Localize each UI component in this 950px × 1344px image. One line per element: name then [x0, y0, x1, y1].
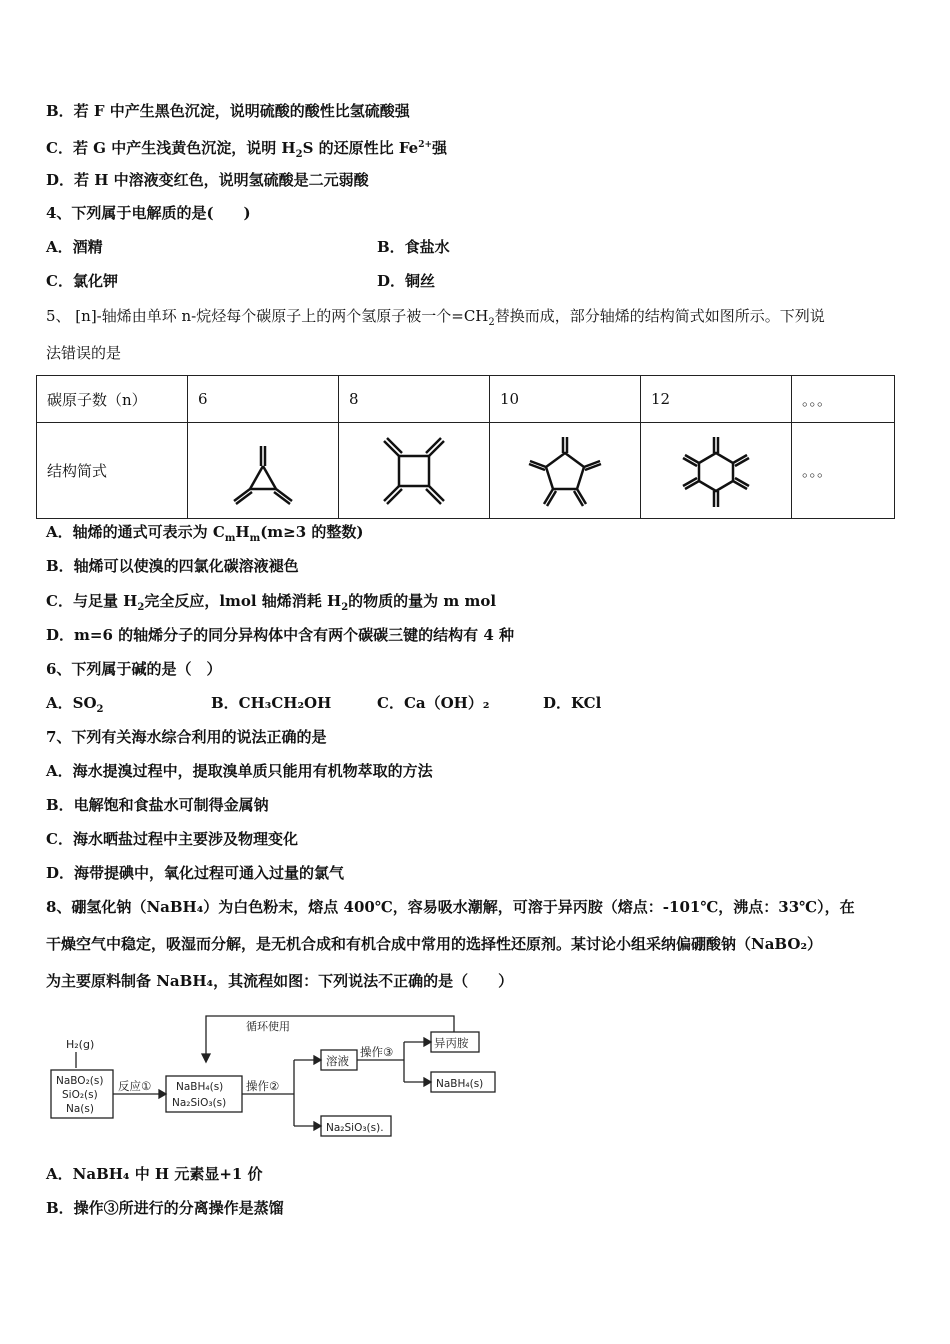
q5-option-b: B．轴烯可以使溴的四氯化碳溶液褪色: [46, 557, 299, 575]
flow-product-na2sio3: Na₂SiO₃(s).: [326, 1122, 384, 1134]
q8-option-a: A．NaBH₄ 中 H 元素显+1 价: [46, 1165, 263, 1183]
q5-option-c: C．与足量 $H_2$完全反应，lmol 轴烯消耗 $H_2$的物质的量为 m mol: [46, 592, 497, 613]
structure-4-radialene: [339, 423, 490, 519]
q8-option-b: B．操作③所进行的分离操作是蒸馏: [46, 1199, 284, 1217]
q5-option-a: A．轴烯的通式可表示为 $C_mH_m(m\ge 3$ 的整数): [46, 523, 364, 544]
count-6: 6: [188, 376, 339, 423]
q6-option-c: C．Ca（OH）₂: [377, 694, 490, 712]
q3-option-b: B．若 F 中产生黑色沉淀，说明硫酸的酸性比氢硫酸强: [46, 102, 410, 120]
count-ellipsis: 。。。: [792, 376, 895, 423]
flow-isopropylamine: 异丙胺: [434, 1036, 469, 1050]
row-label-carbon-count: 碳原子数（n）: [37, 376, 188, 423]
q4-option-c: C．氯化钾: [46, 272, 118, 290]
q8-stem-line3: 为主要原料制备 NaBH₄，其流程如图：下列说法不正确的是（ ）: [46, 972, 514, 990]
q4-option-a: A．酒精: [46, 238, 103, 256]
q5-option-d: D．m=6 的轴烯分子的同分异构体中含有两个碳碳三键的结构有 4 种: [46, 626, 514, 644]
q3-option-c: C．若 G 中产生浅黄色沉淀，说明 $H_2S$ 的还原性比 $Fe^{2+}$强: [46, 139, 448, 160]
q6-stem: 6、下列属于碱的是（ ）: [46, 660, 222, 678]
q7-option-b: B．电解饱和食盐水可制得金属钠: [46, 796, 269, 814]
q8-stem-line1: 8、硼氢化钠（NaBH₄）为白色粉末，熔点 400℃，容易吸水潮解，可溶于异丙胺（熔点：-101℃，沸点：33℃），在: [46, 898, 855, 916]
q3-option-d: D．若 H 中溶液变红色，说明氢硫酸是二元弱酸: [46, 171, 369, 189]
q5-stem-line1: 5、 [n]-轴烯由单环 n-烷烃每个碳原子上的两个氢原子被一个$=CH_2$替换而成，部分轴烯的结构简式如图所示。下列说: [46, 307, 825, 328]
q4-stem: 4、下列属于电解质的是( ): [46, 204, 251, 222]
flow-solution: 溶液: [326, 1054, 349, 1068]
structure-3-radialene: [188, 423, 339, 519]
flow-label-op3: 操作③: [360, 1045, 394, 1059]
q7-option-c: C．海水晒盐过程中主要涉及物理变化: [46, 830, 298, 848]
count-10: 10: [490, 376, 641, 423]
q4-option-b: B．食盐水: [377, 238, 450, 256]
q6-option-a: A．$SO_2$: [46, 694, 104, 715]
structure-ellipsis: 。。。: [792, 423, 895, 519]
process-flowchart: [46, 1010, 506, 1140]
q7-option-d: D．海带提碘中，氧化过程可通入过量的氯气: [46, 864, 345, 882]
q6-option-d: D．KCl: [543, 694, 602, 712]
flow-input-nabo2: NaBO₂(s): [56, 1075, 104, 1087]
q7-option-a: A．海水提溴过程中，提取溴单质只能用有机物萃取的方法: [46, 762, 433, 780]
q5-stem-line2: 法错误的是: [46, 344, 122, 362]
structure-5-radialene: [490, 423, 641, 519]
q4-option-d: D．铜丝: [377, 272, 436, 290]
count-12: 12: [641, 376, 792, 423]
flow-input-na: Na(s): [66, 1103, 94, 1115]
flow-product-nabh4: NaBH₄(s): [436, 1078, 484, 1090]
q6-option-b: B．CH₃CH₂OH: [211, 694, 332, 712]
structure-6-radialene: [641, 423, 792, 519]
flow-mid-nabh4: NaBH₄(s): [176, 1081, 224, 1093]
row-label-structure: 结构简式: [37, 423, 188, 519]
flow-label-reaction: 反应①: [118, 1079, 152, 1093]
flow-label-recycle: 循环使用: [246, 1020, 290, 1033]
axial-alkene-table: [36, 375, 895, 519]
flow-input-sio2: SiO₂(s): [62, 1089, 98, 1101]
flow-label-op2: 操作②: [246, 1079, 280, 1093]
flow-mid-na2sio3: Na₂SiO₃(s): [172, 1097, 227, 1109]
q7-stem: 7、下列有关海水综合利用的说法正确的是: [46, 728, 327, 746]
flow-label-h2: H₂(g): [66, 1038, 95, 1051]
q8-stem-line2: 干燥空气中稳定，吸湿而分解，是无机合成和有机合成中常用的选择性还原剂。某讨论小组采纳偏硼酸钠（NaBO₂）: [46, 935, 823, 953]
count-8: 8: [339, 376, 490, 423]
